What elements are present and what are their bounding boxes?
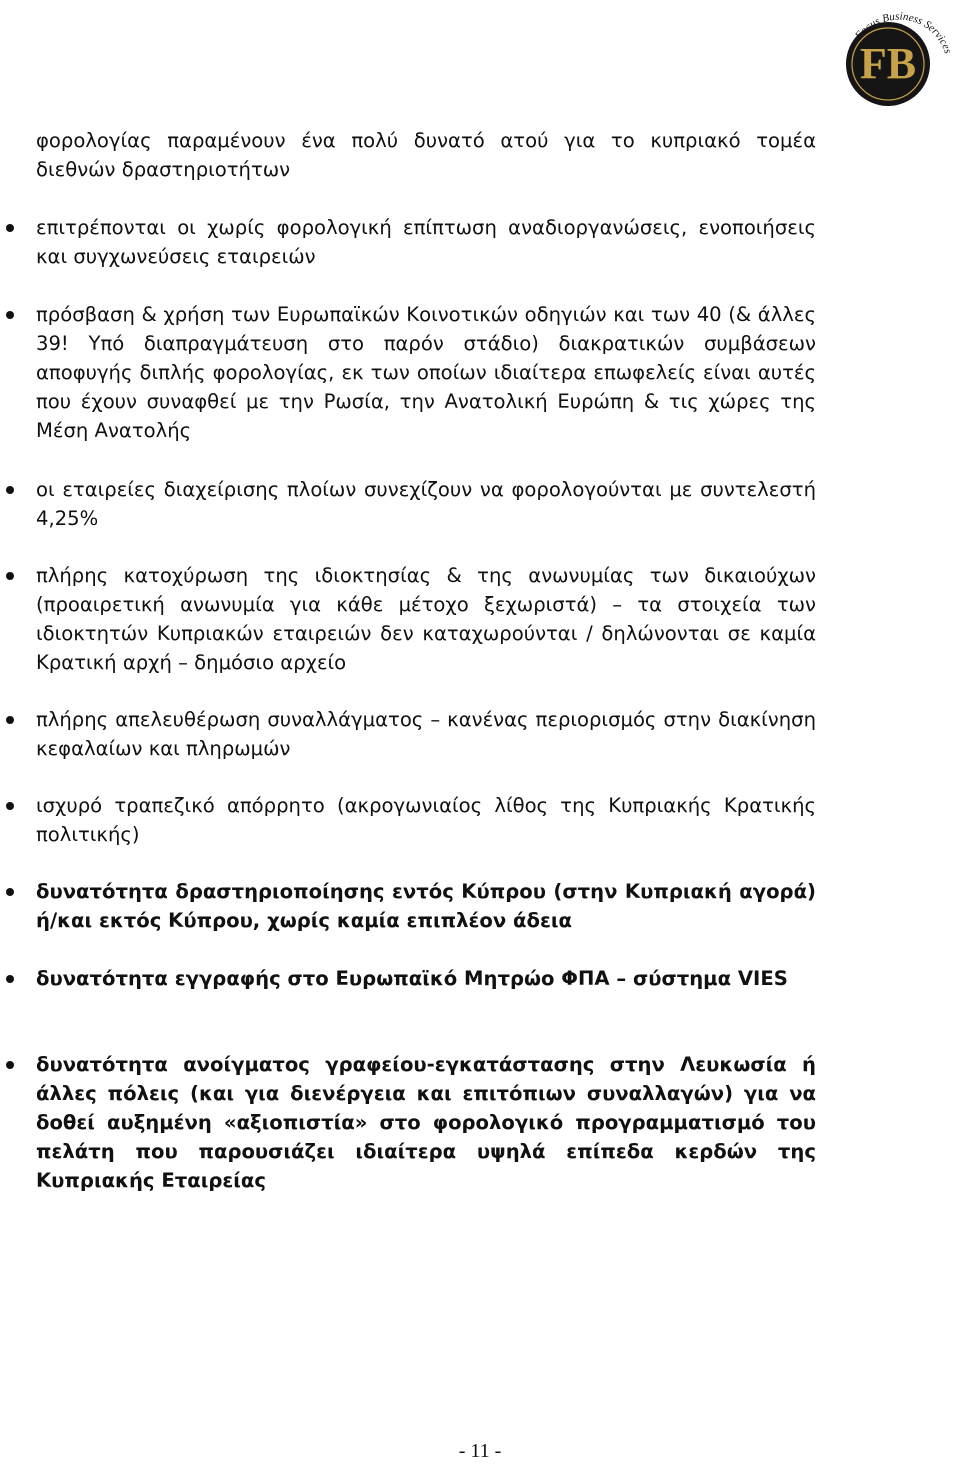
bullet-item-5 xyxy=(36,705,816,763)
bullet-item-6 xyxy=(36,791,816,849)
bullet-item-4 xyxy=(36,561,816,677)
page-number: - 11 - xyxy=(458,1440,502,1462)
focus-business-services-logo xyxy=(838,0,956,128)
bullet-text: δυνατότητα δραστηριοποίησης εντός Κύπρου (στην Κυπριακή αγορά) ή/και εκτός Κύπρου, χωρίς καμία επιπλέον άδεια xyxy=(36,880,816,932)
bullet-text: δυνατότητα εγγραφής στο Ευρωπαϊκό Μητρώο ΦΠΑ – σύστημα VIES xyxy=(36,967,788,990)
bullet-icon xyxy=(6,311,14,319)
logo-arc-text: Focus Business Services xyxy=(852,10,954,56)
bullet-item-9 xyxy=(36,1050,816,1195)
bullet-icon xyxy=(6,802,14,810)
bullet-item-8 xyxy=(36,964,816,993)
bullet-icon xyxy=(6,572,14,580)
bullet-text: ισχυρό τραπεζικό απόρρητο (ακρογωνιαίος λίθος της Κυπριακής Κρατικής πολιτικής) xyxy=(36,794,816,846)
bullet-item-3 xyxy=(36,475,816,533)
bullet-icon xyxy=(6,486,14,494)
bullet-text: επιτρέπονται οι χωρίς φορολογική επίπτωση αναδιοργανώσεις, ενοποιήσεις και συγχωνεύσεις εταιρειών xyxy=(36,216,816,268)
bullet-icon xyxy=(6,716,14,724)
bullet-icon xyxy=(6,1061,14,1069)
bullet-item-2 xyxy=(36,300,816,445)
bullet-text: δυνατότητα ανοίγματος γραφείου-εγκατάστασης στην Λευκωσία ή άλλες πόλεις (και για διενέργεια και επιτόπιων συναλλαγών) για να δοθεί αυξημένη «αξιοπιστία» στο φορολογικό προγραμματισμό του πελάτη που παρουσιάζει ιδιαίτερα υψηλά επίπεδα κερδών της Κυπριακής Εταιρείας xyxy=(36,1053,816,1192)
bullet-icon xyxy=(6,975,14,983)
bullet-text: πλήρης κατοχύρωση της ιδιοκτησίας & της ανωνυμίας των δικαιούχων (προαιρετική ανωνυμία για κάθε μέτοχο ξεχωριστά) – τα στοιχεία των ιδιοκτητών Κυπριακών εταιρειών δεν καταχωρούνται / δηλώνονται σε καμία Κρατική αρχή – δημόσιο αρχείο xyxy=(36,564,816,674)
intro-paragraph: φορολογίας παραμένουν ένα πολύ δυνατό ατού για το κυπριακό τομέα διεθνών δραστηριοτήτων xyxy=(36,129,816,181)
bullet-text: οι εταιρείες διαχείρισης πλοίων συνεχίζουν να φορολογούνται με συντελεστή 4,25% xyxy=(36,478,816,530)
bullet-item-7 xyxy=(36,877,816,935)
bullet-text: πλήρης απελευθέρωση συναλλάγματος – κανένας περιορισμός στην διακίνηση κεφαλαίων και πληρωμών xyxy=(36,708,816,760)
logo-monogram: FB xyxy=(859,39,917,88)
bullet-icon xyxy=(6,888,14,896)
bullet-icon xyxy=(6,224,14,232)
bullet-item-1 xyxy=(36,213,816,271)
bullet-text: πρόσβαση & χρήση των Ευρωπαϊκών Κοινοτικών οδηγιών και των 40 (& άλλες 39! Υπό διαπραγμάτευση στο παρόν στάδιο) διακρατικών συμβάσεων αποφυγής διπλής φορολογίας, εκ των οποίων ιδιαίτερα επωφελείς είναι αυτές που έχουν συναφθεί με την Ρωσία, την Ανατολική Ευρώπη & τις χώρες της Μέση Ανατολής xyxy=(36,303,816,442)
